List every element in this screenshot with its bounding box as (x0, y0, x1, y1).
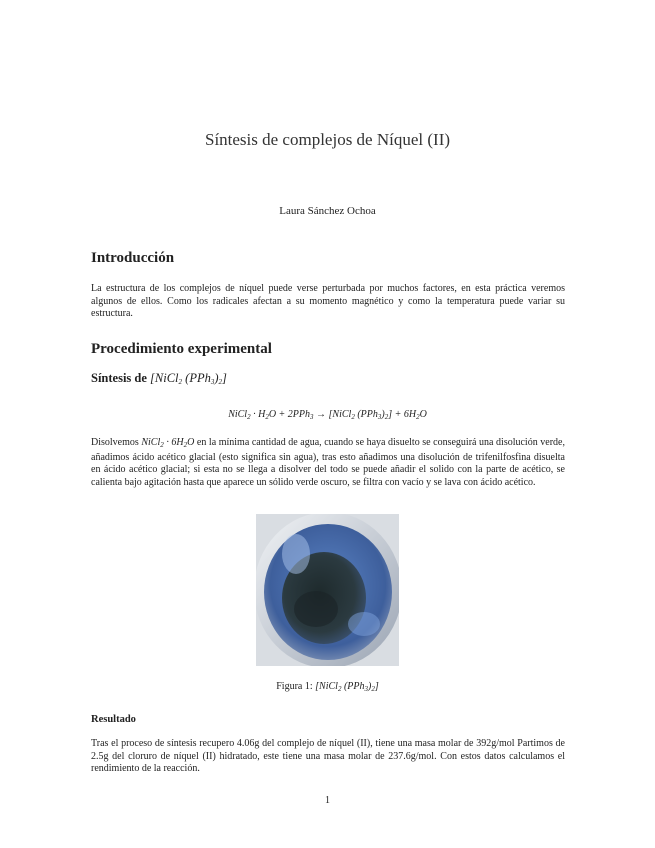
complex-formula: [NiCl$_2$ $(PPh_3)_2$] (150, 371, 227, 386)
section-heading-introduction: Introducción (91, 250, 175, 266)
document-title: Síntesis de complejos de Níquel (II) (204, 130, 451, 149)
result-paragraph: Tras el proceso de síntesis recupero 4.06g del complejo de níquel (II), tiene una masa molar de 392g/mol Partimos de 2.5g del cloruro de níquel (II) hidratado, este tiene una masa molar de 237.6g/mol. Con estos datos calculamos el rendimiento de la reacción. (91, 738, 565, 775)
figure-photo (256, 514, 399, 666)
figure-caption: Figura 1: [NiCl$_2$ $(PPh_3)_2$] (276, 681, 379, 693)
subsection-heading-synthesis (91, 371, 227, 386)
procedure-paragraph: Disolvemos NiCl$_2$ · $6H_2O$ en la mínima cantidad de agua, cuando se haya disuelto se conseguirá una disolución verde, añadimos ácido acético glacial (esto significa sin agua), tras esto añadimos una disolución de trifenilfosfina disuelta en ácido acético glacial; si esta no se llega a disolver del todo se puede añadir el solido con la parte de acético, se calienta bajo agitación hasta que aparece un sólido verde oscuro, se filtra con vacío y se lava con ácido acético. (91, 437, 565, 488)
subsection-heading-text: Síntesis de (91, 371, 147, 385)
introduction-paragraph: La estructura de los complejos de níquel puede verse perturbada por muchos factores, en esta práctica veremos algunos de ellos. Como los radicales afectan a su momento magnético y como la temperatura puede variar su estructura. (91, 283, 565, 320)
section-heading-procedure: Procedimiento experimental (91, 341, 272, 357)
reaction-equation: NiCl$_2$ · $H_2O + 2PPh_3$ → [NiCl$_2$ $(PPh_3)_2] + 6H_2O$ (228, 409, 427, 421)
subsection-heading-result: Resultado (91, 714, 136, 725)
page-number: 1 (325, 795, 330, 806)
document-author: Laura Sánchez Ochoa (279, 205, 376, 217)
